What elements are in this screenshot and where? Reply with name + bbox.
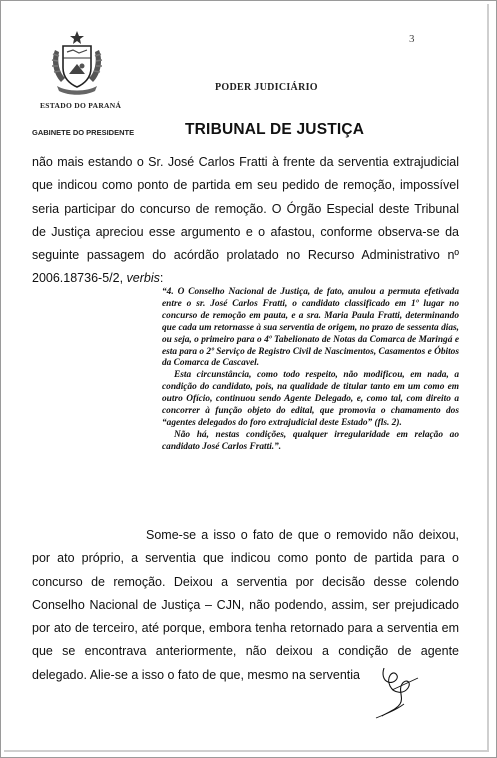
quote-paragraph-1: “4. O Conselho Nacional de Justiça, de fato, anulou a permuta efetivada entre o sr. José Carlos Fratti, o candidato classificado em 1º lugar no concurso de remoção em pauta, e a sra. Maria Paula Fratti, determinando que cada um retornasse à sua serventia de origem, no prazo de sessenta dias, ou seja, o primeiro para o 4º Tabelionato de Notas da Comarca de Maringá e esta para o 2º Serviço de Registro Civil de Nascimentos, Casamentos e Óbitos da Comarca de Cascavel. [162,287,459,369]
paragraph-1 [32,151,459,291]
paragraph-1-verbis: verbis [126,271,160,286]
paragraph-1-text: não mais estando o Sr. José Carlos Fratti à frente da serventia extrajudicial que indicou como ponto de partida em seu pedido de remoção, impossível seria participar do concurso de remoção. O Órgão Especial deste Tribunal de Justiça apreciou esse argumento e o afastou, conforme observa-se da seguinte passagem do acórdão prolatado no Recurso Administrativo nº 2006.18736-5/2, [32,155,459,286]
quote-paragraph-3: Não há, nestas condições, qualquer irregularidade em relação ao candidato José Carlos Fratti.”. [162,429,459,452]
block-quote [162,287,459,454]
office-name: GABINETE DO PRESIDENTE [32,128,135,137]
state-name: ESTADO DO PARANÁ [40,101,122,110]
quote-paragraph-2: Esta circunstância, como todo respeito, não modificou, em nada, a condição do candidato, pois, na qualidade de titular tanto em um como em outro Ofício, continuou sendo Agente Delegado, e, como tal, com direito a concorrer à função objeto do edital, que promovia o chamamento dos “agentes delegados do foro extrajudicial deste Estado” (fls. 2). [162,370,459,428]
branch-heading: PODER JUDICIÁRIO [215,82,318,93]
page-number: 3 [409,33,415,45]
paragraph-1-end: : [159,271,164,286]
court-heading: TRIBUNAL DE JUSTIÇA [185,121,365,138]
page-shadow-bottom [4,750,488,752]
signature-icon [374,664,424,720]
coat-of-arms-icon [49,30,105,96]
page-shadow-right [487,4,489,752]
paragraph-2: Some-se a isso o fato de que o removido não deixou, por ato próprio, a serventia que indicou como ponto de partida para o concurso de remoção. Deixou a serventia por decisão desse colendo Conselho Nacional de Justiça – CJN, não podendo, assim, ser prejudicado por ato de terceiro, até porque, embora tenha retornado para a serventia em que se encontrava anteriormente, não deixou a condição de agente delegado. Alie-se a isso o fato de que, mesmo na serventia [32,528,459,682]
